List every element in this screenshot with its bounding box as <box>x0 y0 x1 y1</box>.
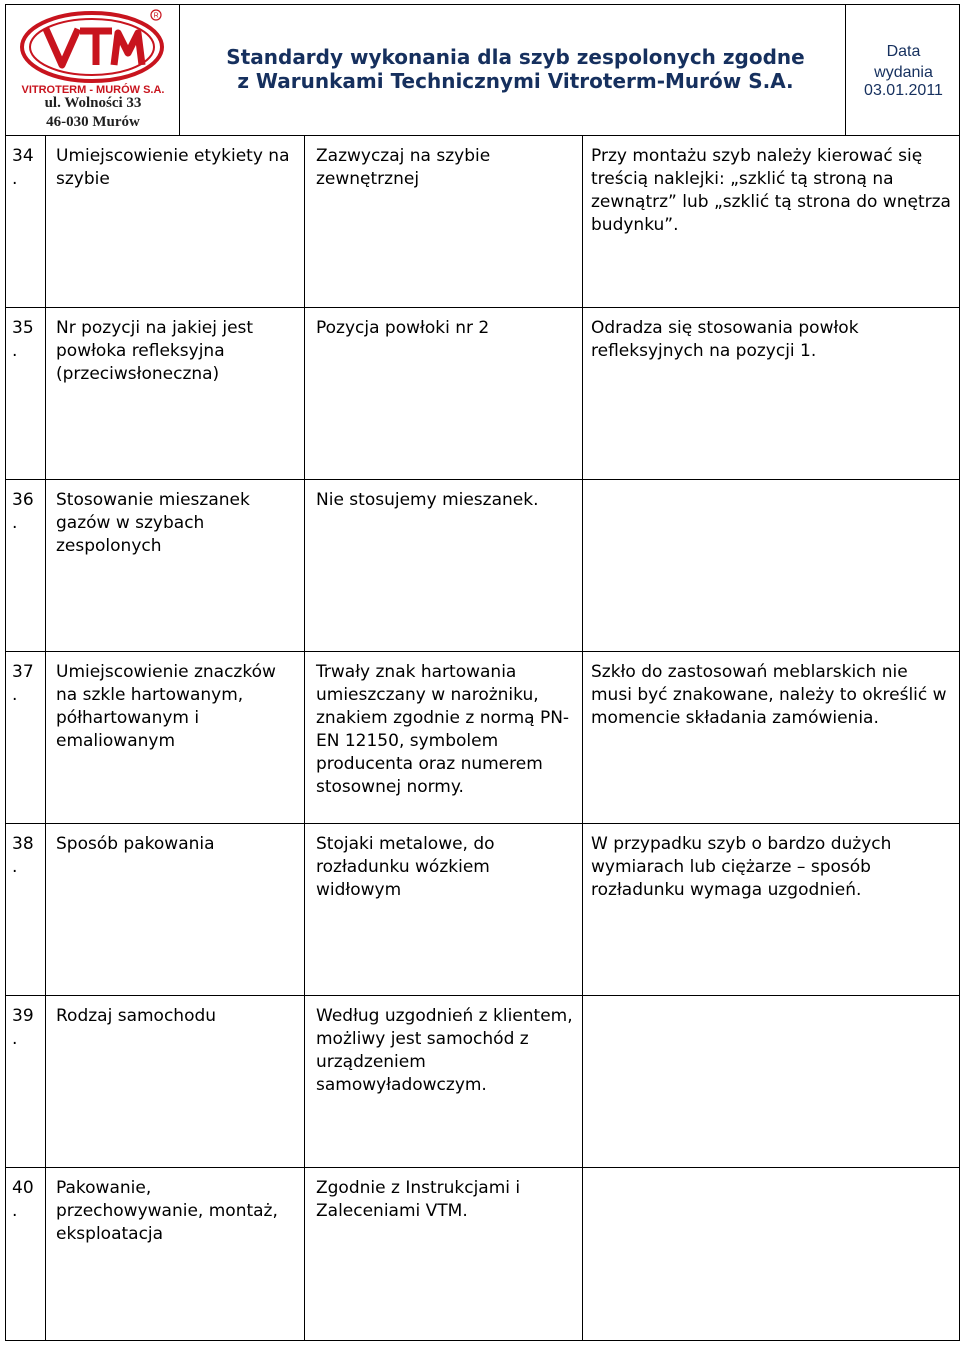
row-number-cell <box>6 996 46 1168</box>
table-row <box>6 996 960 1168</box>
company-address-street: ul. Wolności 33 <box>44 95 142 111</box>
row-value-cell: Pozycja powłoki nr 2 <box>305 308 583 480</box>
row-number: 37 . <box>12 662 34 705</box>
document-title <box>192 45 839 93</box>
vtm-logo-icon <box>16 7 168 85</box>
table-row <box>6 1168 960 1341</box>
row-name-cell: Nr pozycji na jakiej jest powłoka refleksyjna (przeciwsłoneczna) <box>46 308 305 480</box>
company-logo-block <box>6 5 180 136</box>
row-name-cell: Sposób pakowania <box>46 824 305 996</box>
row-note-cell: Przy montażu szyb należy kierować się treścią naklejki: „szklić tą stroną na zewnątrz” lub „szklić tą strona do wnętrza budynku”. <box>583 136 960 308</box>
row-name-cell: Umiejscowienie znaczków na szkle hartowanym, półhartowanym i emaliowanym <box>46 652 305 824</box>
table-row <box>6 824 960 996</box>
row-note-cell <box>583 996 960 1168</box>
row-value-cell: Według uzgodnień z klientem, możliwy jest samochód z urządzeniem samowyładowczym. <box>305 996 583 1168</box>
row-value-cell: Stojaki metalowe, do rozładunku wózkiem widłowym <box>305 824 583 996</box>
row-number-cell <box>6 308 46 480</box>
table-row <box>6 480 960 652</box>
issue-date-label <box>846 41 960 83</box>
issue-date-label-line1: Data <box>886 43 921 60</box>
svg-text:R: R <box>153 12 159 20</box>
row-number: 36 . <box>12 490 34 533</box>
row-note-cell: Szkło do zastosowań meblarskich nie musi być znakowane, należy to określić w momencie składania zamówienia. <box>583 652 960 824</box>
row-value-cell: Trwały znak hartowania umieszczany w narożniku, znakiem zgodnie z normą PN-EN 12150, symbolem producenta oraz numerem stosownej normy. <box>305 652 583 824</box>
row-note-cell <box>583 480 960 652</box>
row-value-cell: Nie stosujemy mieszanek. <box>305 480 583 652</box>
row-name-cell: Pakowanie, przechowywanie, montaż, eksploatacja <box>46 1168 305 1341</box>
row-number: 39 . <box>12 1006 34 1049</box>
issue-date-value: 03.01.2011 <box>864 82 943 99</box>
issue-date-block <box>846 5 960 136</box>
row-number-cell <box>6 480 46 652</box>
row-number: 35 . <box>12 318 34 361</box>
company-address-city: 46-030 Murów <box>46 114 140 130</box>
table-row <box>6 308 960 480</box>
row-number: 38 . <box>12 834 34 877</box>
row-value-cell: Zgodnie z Instrukcjami i Zaleceniami VTM. <box>305 1168 583 1341</box>
document-title-line2: z Warunkami Technicznymi Vitroterm-Murów S.A. <box>237 69 794 93</box>
company-name: VITROTERM - MURÓW S.A. <box>21 84 165 96</box>
row-number-cell <box>6 652 46 824</box>
row-name-cell: Rodzaj samochodu <box>46 996 305 1168</box>
row-name-cell: Umiejscowienie etykiety na szybie <box>46 136 305 308</box>
row-name-cell: Stosowanie mieszanek gazów w szybach zespolonych <box>46 480 305 652</box>
row-number: 40 . <box>12 1178 34 1221</box>
row-number-cell <box>6 1168 46 1341</box>
row-value-cell: Zazwyczaj na szybie zewnętrznej <box>305 136 583 308</box>
row-note-cell: W przypadku szyb o bardzo dużych wymiarach lub ciężarze – sposób rozładunku wymaga uzgodnień. <box>583 824 960 996</box>
row-note-cell: Odradza się stosowania powłok refleksyjnych na pozycji 1. <box>583 308 960 480</box>
issue-date-label-line2: wydania <box>874 64 933 81</box>
document-title-line1: Standardy wykonania dla szyb zespolonych zgodne <box>226 45 805 69</box>
title-block <box>180 5 846 136</box>
table-row <box>6 136 960 308</box>
row-number-cell <box>6 136 46 308</box>
table-row <box>6 652 960 824</box>
document-header <box>5 4 960 135</box>
row-note-cell <box>583 1168 960 1341</box>
row-number: 34 . <box>12 146 34 189</box>
row-number-cell <box>6 824 46 996</box>
specification-table <box>5 135 960 1341</box>
